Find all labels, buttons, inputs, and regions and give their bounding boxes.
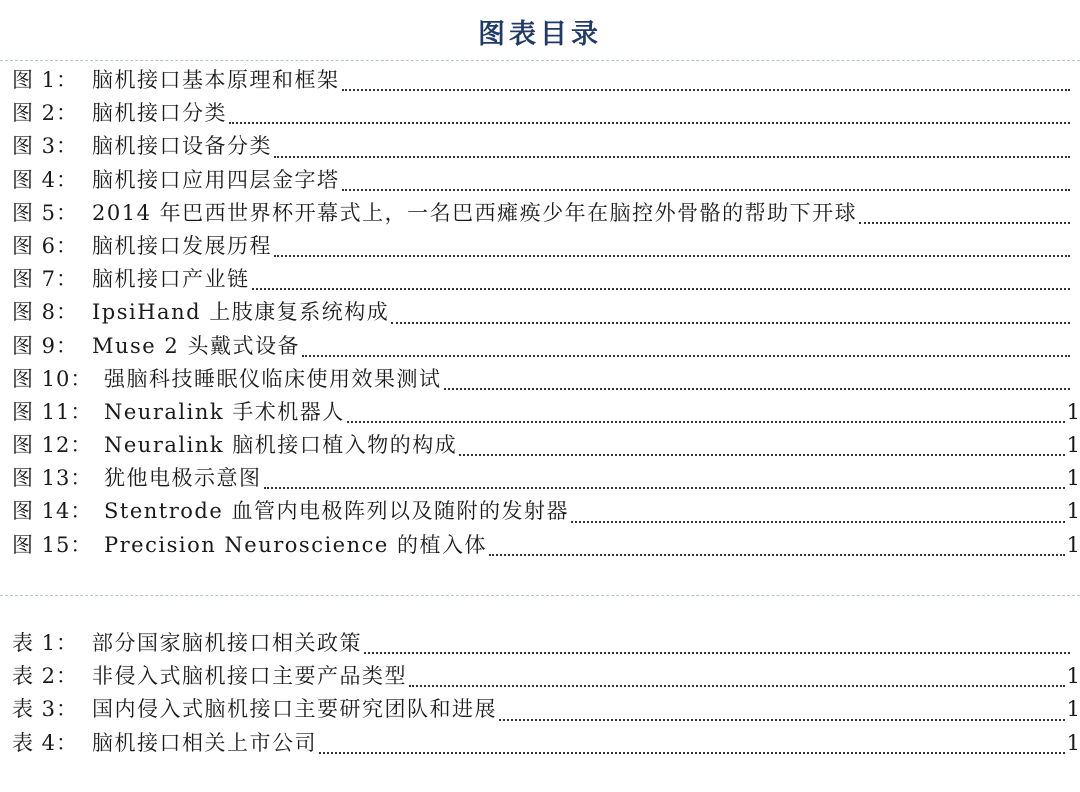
- entry-title: Stentrode 血管内电极阵列以及随附的发射器: [104, 499, 569, 524]
- entry-title: 部分国家脑机接口相关政策: [92, 631, 362, 655]
- entry-label: 图 2：: [12, 101, 79, 126]
- entry-title: Precision Neuroscience 的植入体: [104, 532, 487, 557]
- entry-page-number: 1: [1066, 433, 1080, 458]
- entry-label: 图 12：: [12, 433, 93, 458]
- middle-divider: [0, 595, 1080, 596]
- dot-leader: [459, 454, 1064, 456]
- entry-title: 脑机接口基本原理和框架: [92, 68, 340, 92]
- dot-leader: [409, 685, 1065, 687]
- dot-leader: [347, 421, 1065, 423]
- entry-page-number: 1: [1066, 697, 1080, 722]
- entry-title: 2014 年巴西世界杯开幕式上，一名巴西瘫痪少年在脑控外骨骼的帮助下开球: [92, 200, 858, 225]
- entry-title: 非侵入式脑机接口主要产品类型: [92, 664, 407, 689]
- entry-title: Neuralink 脑机接口植入物的构成: [104, 433, 458, 458]
- entry-page-number: 1: [1066, 664, 1080, 689]
- dot-leader: [859, 222, 1070, 224]
- entry-label: 图 5：: [12, 200, 79, 225]
- entry-label: 表 1：: [12, 631, 79, 655]
- entry-label: 图 7：: [12, 267, 79, 292]
- page-title: 图表目录: [478, 19, 602, 50]
- dot-leader: [364, 652, 1070, 654]
- entry-label: 表 2：: [12, 664, 79, 689]
- table-entry[interactable]: [12, 660, 1080, 693]
- figure-entry[interactable]: [12, 197, 1080, 230]
- figure-entry[interactable]: [12, 230, 1080, 263]
- entry-title: 国内侵入式脑机接口主要研究团队和进展: [92, 697, 497, 722]
- entry-title: 脑机接口发展历程: [92, 233, 272, 258]
- entry-label: 图 1：: [12, 68, 79, 92]
- entry-label: 图 11：: [12, 399, 93, 424]
- entry-page-number: 1: [1066, 499, 1080, 524]
- entry-page-number: 1: [1066, 532, 1080, 557]
- entry-page-number: 1: [1066, 730, 1080, 755]
- entry-label: 图 3：: [12, 134, 79, 159]
- figure-entry[interactable]: [12, 330, 1080, 363]
- table-entry[interactable]: [12, 627, 1080, 660]
- dot-leader: [391, 322, 1070, 324]
- entry-label: 图 6：: [12, 233, 79, 258]
- entry-title: 脑机接口产业链: [92, 267, 250, 292]
- figure-entry[interactable]: [12, 429, 1080, 462]
- figure-list: [12, 64, 1080, 562]
- dot-leader: [499, 719, 1065, 721]
- entry-page-number: 1: [1066, 399, 1080, 424]
- figure-entry[interactable]: [12, 396, 1080, 429]
- entry-page-number: 1: [1066, 466, 1080, 491]
- figure-entry[interactable]: [12, 296, 1080, 329]
- entry-label: 图 10：: [12, 366, 93, 391]
- entry-title: 脑机接口相关上市公司: [92, 730, 317, 755]
- entry-label: 图 13：: [12, 466, 93, 491]
- dot-leader: [342, 89, 1071, 91]
- dot-leader: [302, 355, 1070, 357]
- entry-title: 脑机接口分类: [92, 101, 227, 126]
- entry-label: 图 14：: [12, 499, 93, 524]
- figure-entry[interactable]: [12, 130, 1080, 163]
- table-entry[interactable]: [12, 693, 1080, 726]
- figure-entry[interactable]: [12, 263, 1080, 296]
- entry-label: 表 3：: [12, 697, 79, 722]
- table-entry[interactable]: [12, 727, 1080, 760]
- figure-entry[interactable]: [12, 97, 1080, 130]
- entry-title: Muse 2 头戴式设备: [92, 333, 300, 358]
- entry-label: 图 9：: [12, 333, 79, 358]
- entry-label: 图 8：: [12, 300, 79, 325]
- dot-leader: [274, 156, 1070, 158]
- dot-leader: [319, 752, 1065, 754]
- entry-label: 表 4：: [12, 730, 79, 755]
- dot-leader: [264, 487, 1065, 489]
- entry-label: 图 4：: [12, 167, 79, 192]
- figure-entry[interactable]: [12, 363, 1080, 396]
- figure-entry[interactable]: [12, 64, 1080, 97]
- table-list: [12, 627, 1080, 760]
- dot-leader: [444, 388, 1071, 390]
- entry-title: 犹他电极示意图: [104, 466, 262, 491]
- dot-leader: [252, 288, 1071, 290]
- top-divider: [0, 60, 1080, 61]
- entry-title: 脑机接口设备分类: [92, 134, 272, 159]
- figure-entry[interactable]: [12, 529, 1080, 562]
- dot-leader: [229, 122, 1070, 124]
- entry-title: 强脑科技睡眠仪临床使用效果测试: [104, 366, 442, 391]
- dot-leader: [489, 554, 1065, 556]
- entry-title: Neuralink 手术机器人: [104, 399, 345, 424]
- figure-entry[interactable]: [12, 164, 1080, 197]
- entry-label: 图 15：: [12, 532, 93, 557]
- dot-leader: [342, 189, 1071, 191]
- dot-leader: [274, 255, 1070, 257]
- figure-entry[interactable]: [12, 462, 1080, 495]
- entry-title: IpsiHand 上肢康复系统构成: [92, 300, 390, 325]
- figure-entry[interactable]: [12, 495, 1080, 528]
- dot-leader: [571, 521, 1065, 523]
- entry-title: 脑机接口应用四层金字塔: [92, 167, 340, 192]
